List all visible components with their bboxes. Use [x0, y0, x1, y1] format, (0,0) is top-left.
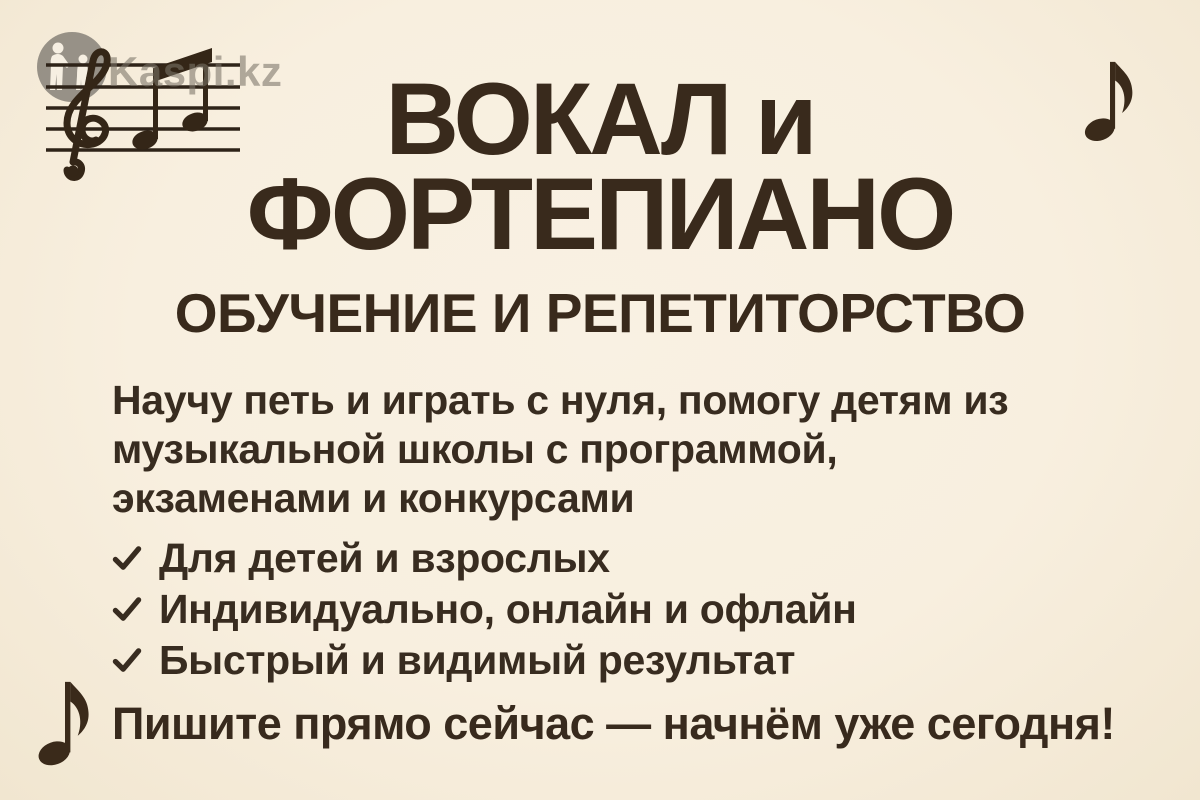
title-line-2: ФОРТЕПИАНО	[246, 157, 954, 271]
title-line-1: ВОКАЛ и	[385, 62, 815, 176]
page-subtitle: ОБУЧЕНИЕ И РЕПЕТИТОРСТВО	[174, 282, 1026, 344]
checkmark-icon	[112, 545, 142, 572]
checklist-item	[112, 584, 857, 635]
intro-paragraph	[112, 376, 1112, 523]
intro-line: Научу петь и играть с нуля, помогу детям из	[112, 377, 1009, 423]
intro-line: экзаменами и конкурсами	[112, 475, 635, 521]
cta-text: Пишите прямо сейчас — начнём уже сегодня!	[112, 698, 1115, 749]
checklist-item-label: Быстрый и видимый результат	[159, 637, 796, 683]
checklist-item	[112, 635, 857, 686]
kaspi-watermark-text: Kaspi.kz	[108, 48, 283, 95]
checklist-item-label: Для детей и взрослых	[159, 535, 610, 581]
intro-line: музыкальной школы с программой,	[112, 426, 838, 472]
checklist	[112, 533, 857, 686]
checkmark-icon	[112, 647, 142, 674]
treble-clef-icon	[67, 52, 107, 178]
eighth-note-icon	[36, 676, 94, 768]
checklist-item-label: Индивидуально, онлайн и офлайн	[159, 586, 857, 632]
checkmark-icon	[112, 596, 142, 623]
checklist-item	[112, 533, 857, 584]
